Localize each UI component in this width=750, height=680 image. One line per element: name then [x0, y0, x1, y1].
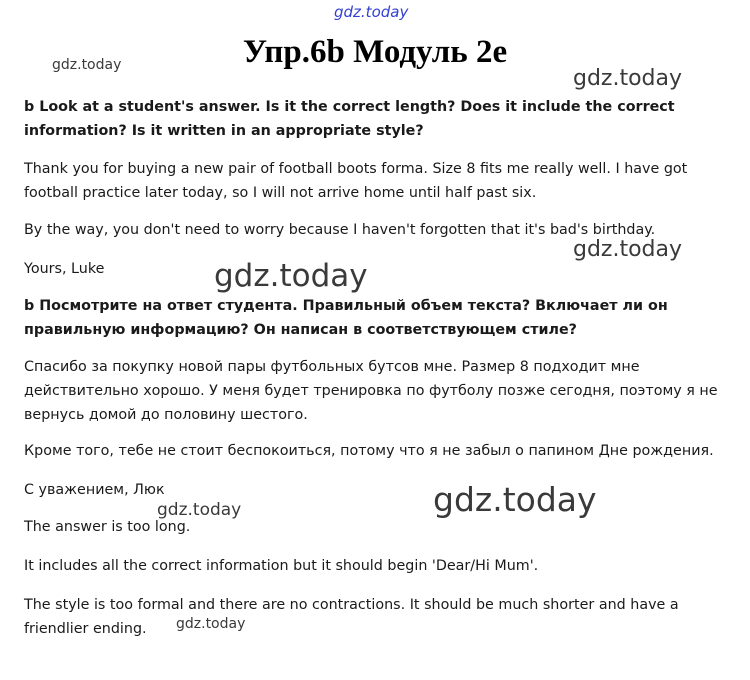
task-russian: b Посмотрите на ответ студента. Правильный объем текста? Включает ли он правильную информацию? Он написан в соответствующем стиле? [24, 298, 668, 338]
watermark-mid: gdz.today [214, 258, 368, 294]
watermark-left: gdz.today [52, 57, 122, 73]
letter-ru-closing: С уважением, Люк [24, 482, 165, 498]
watermark-bottom: gdz.today [176, 616, 246, 632]
task-english: b Look at a student's answer. Is it the correct length? Does it include the correct information? Is it written in an appropriate style? [24, 99, 675, 139]
letter-en-paragraph-2: By the way, you don't need to worry because I haven't forgotten that it's bad's birthday. [24, 222, 656, 238]
watermark-top: gdz.today [334, 3, 409, 21]
letter-en-paragraph-1: Thank you for buying a new pair of football boots forma. Size 8 fits me really well. I have got football practice later today, so I will not arrive home until half past six. [24, 161, 688, 201]
watermark-mid-right: gdz.today [573, 237, 683, 262]
letter-en-closing: Yours, Luke [24, 261, 105, 277]
answer-2: It includes all the correct information but it should begin 'Dear/Hi Mum'. [24, 558, 539, 574]
page-title: Упр.6b Модуль 2e [242, 34, 508, 70]
letter-ru-paragraph-2: Кроме того, тебе не стоит беспокоиться, потому что я не забыл о папином Дне рождения. [24, 443, 714, 459]
answer-3: The style is too formal and there are no contractions. It should be much shorter and have a friendlier ending. [24, 597, 679, 637]
watermark-right: gdz.today [573, 66, 683, 91]
answer-1: The answer is too long. [24, 519, 191, 535]
watermark-large: gdz.today [433, 480, 597, 519]
watermark-lower-left: gdz.today [157, 500, 242, 520]
letter-ru-paragraph-1: Спасибо за покупку новой пары футбольных бутсов мне. Размер 8 подходит мне действительно хорошо. У меня будет тренировка по футболу позже сегодня, поэтому я не вернусь домой до половину шестого. [24, 359, 718, 423]
